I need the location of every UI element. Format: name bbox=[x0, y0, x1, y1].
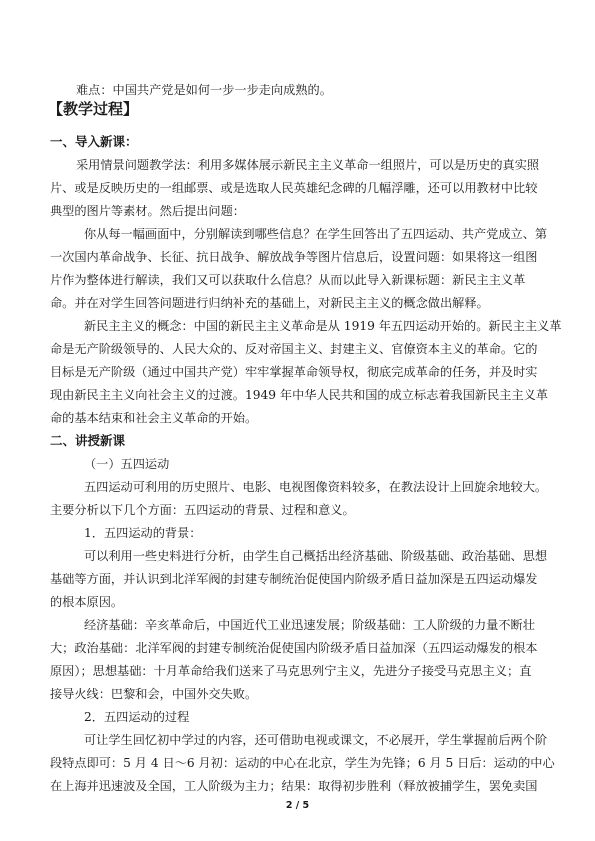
paragraph-line: 新民主主义的概念：中国的新民主主义革命是从 1919 年五四运动开始的。新民主主义革 bbox=[84, 319, 562, 333]
page-number: 2 / 5 bbox=[285, 800, 310, 811]
paragraph-line: 片、或是反映历史的一组邮票、或是选取人民英雄纪念碑的几幅浮雕，还可以用教材中比较 bbox=[50, 181, 538, 195]
paragraph-line: 采用情景问题教学法：利用多媒体展示新民主主义革命一组照片，可以是历史的真实照 bbox=[76, 158, 540, 172]
paragraph-line: 大；政治基础：北洋军阀的封建专制统治促使国内阶级矛盾日益加深（五四运动爆发的根本 bbox=[50, 641, 538, 655]
paragraph-line: 难点：中国共产党是如何一步一步走向成熟的。 bbox=[76, 83, 332, 97]
paragraph-line: 目标是无产阶级（通过中国共产党）牢牢掌握革命领导权，彻底完成革命的任务，并及时实 bbox=[50, 365, 538, 379]
paragraph-line: 片作为整体进行解读，我们又可以获取什么信息？从而以此导入新课标题：新民主主义革 bbox=[50, 273, 526, 287]
subsection-heading: 二、讲授新课 bbox=[50, 433, 126, 448]
paragraph-line: 基础等方面，并认识到北洋军阀的封建专制统治促使国内阶级矛盾日益加深是五四运动爆发 bbox=[50, 572, 538, 586]
paragraph-line: 典型的图片等素材。然后提出问题： bbox=[50, 204, 245, 218]
paragraph-line: 命的基本结束和社会主义革命的开始。 bbox=[50, 411, 258, 425]
paragraph-line: 可以利用一些史料进行分析，由学生自己概括出经济基础、阶级基础、政治基础、思想 bbox=[84, 549, 548, 563]
paragraph-line: 接导火线：巴黎和会，中国外交失败。 bbox=[50, 687, 258, 701]
subsection-heading: 一、导入新课： bbox=[50, 134, 138, 149]
paragraph-line: 的根本原因。 bbox=[50, 595, 124, 609]
section-heading: 【教学过程】 bbox=[48, 100, 139, 118]
paragraph-line: 你从每一幅画面中，分别解读到哪些信息？在学生回答出了五四运动、共产党成立、第 bbox=[84, 227, 548, 241]
topic-heading: （一）五四运动 bbox=[84, 457, 170, 471]
paragraph-line: 一次国内革命战争、长征、抗日战争、解放战争等图片信息后，设置问题：如果将这一组图 bbox=[50, 250, 538, 264]
numbered-heading: 2．五四运动的过程 bbox=[84, 710, 190, 724]
paragraph-line: 经济基础：辛亥革命后，中国近代工业迅速发展；阶级基础：工人阶级的力量不断壮 bbox=[84, 618, 535, 632]
paragraph-line: 段特点即可：5 月 4 日～6 月初：运动的中心在北京，学生为先锋；6 月 5 日后：运动的中心 bbox=[50, 756, 555, 770]
paragraph-line: 命是无产阶级领导的、人民大众的、反对帝国主义、封建主义、官僚资本主义的革命。它的 bbox=[50, 342, 538, 356]
paragraph-line: 五四运动可利用的历史照片、电影、电视图像资料较多，在教法设计上回旋余地较大。 bbox=[84, 480, 548, 494]
paragraph-line: 原因）；思想基础：十月革命给我们送来了马克思列宁主义，先进分子接受马克思主义；直 bbox=[50, 664, 532, 678]
paragraph-line: 可让学生回忆初中学过的内容，还可借助电视或课文，不必展开，学生掌握前后两个阶 bbox=[84, 733, 548, 747]
paragraph-line: 命。并在对学生回答问题进行归纳补充的基础上，对新民主主义的概念做出解释。 bbox=[50, 296, 489, 310]
numbered-heading: 1．五四运动的背景： bbox=[84, 526, 202, 540]
paragraph-line: 主要分析以下几个方面：五四运动的背景、过程和意义。 bbox=[50, 503, 355, 517]
paragraph-line: 在上海并迅速波及全国，工人阶级为主力；结果：取得初步胜利（释放被捕学生，罢免卖国 bbox=[50, 779, 538, 793]
paragraph-line: 现由新民主主义向社会主义的过渡。1949 年中华人民共和国的成立标志着我国新民主主义革 bbox=[50, 388, 549, 402]
